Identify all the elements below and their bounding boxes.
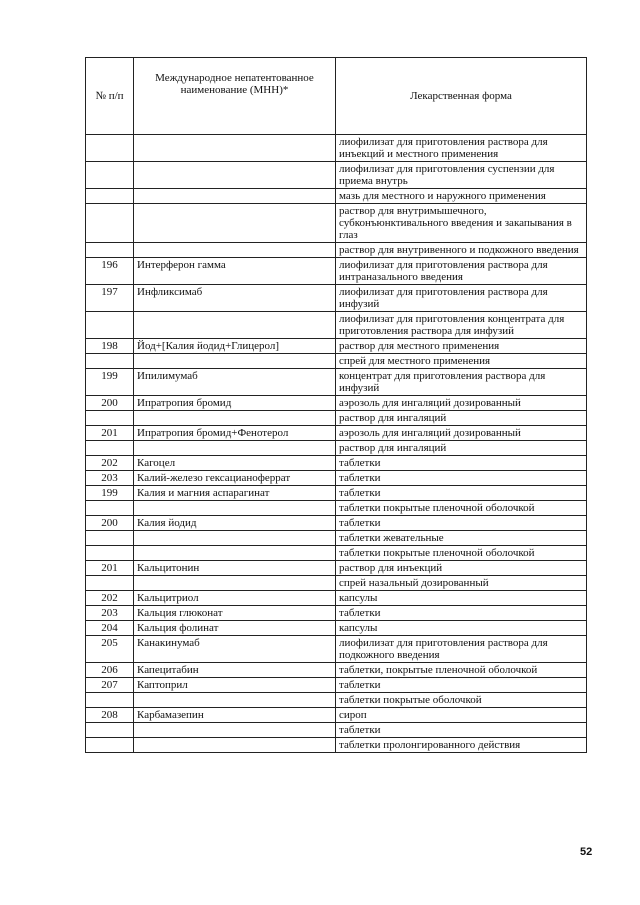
mnn-name [134, 189, 336, 204]
table-row [86, 621, 587, 636]
row-number [86, 693, 134, 708]
mnn-name: Калия и магния аспарагинат [134, 486, 336, 501]
mnn-name: Инфликсимаб [134, 285, 336, 312]
row-number [86, 189, 134, 204]
mnn-name: Кальция глюконат [134, 606, 336, 621]
dosage-form: таблетки покрытые пленочной оболочкой [336, 546, 587, 561]
row-number: 199 [86, 369, 134, 396]
row-number [86, 738, 134, 753]
row-number: 206 [86, 663, 134, 678]
table-row [86, 258, 587, 285]
mnn-name [134, 501, 336, 516]
mnn-name: Кальцитонин [134, 561, 336, 576]
dosage-form: лиофилизат для приготовления раствора для инфузий [336, 285, 587, 312]
mnn-name [134, 531, 336, 546]
row-number [86, 723, 134, 738]
row-number: 203 [86, 606, 134, 621]
row-number [86, 411, 134, 426]
table-row [86, 531, 587, 546]
row-number [86, 501, 134, 516]
table-row [86, 285, 587, 312]
dosage-form: раствор для внутримышечного, субконъюнктивального введения и закапывания в глаз [336, 204, 587, 243]
dosage-form: раствор для ингаляций [336, 411, 587, 426]
row-number: 201 [86, 426, 134, 441]
mnn-name: Каптоприл [134, 678, 336, 693]
mnn-name: Канакинумаб [134, 636, 336, 663]
table-row [86, 693, 587, 708]
mnn-name: Кагоцел [134, 456, 336, 471]
table-row [86, 162, 587, 189]
dosage-form: таблетки покрытые оболочкой [336, 693, 587, 708]
table-row [86, 606, 587, 621]
table-row [86, 471, 587, 486]
dosage-form: спрей для местного применения [336, 354, 587, 369]
table-row [86, 678, 587, 693]
row-number: 208 [86, 708, 134, 723]
dosage-form: таблетки, покрытые пленочной оболочкой [336, 663, 587, 678]
mnn-name: Калий-железо гексацианоферрат [134, 471, 336, 486]
table-row [86, 135, 587, 162]
row-number [86, 162, 134, 189]
table-row [86, 204, 587, 243]
table-row [86, 723, 587, 738]
table-row [86, 738, 587, 753]
row-number: 200 [86, 396, 134, 411]
dosage-form: раствор для ингаляций [336, 441, 587, 456]
mnn-name: Карбамазепин [134, 708, 336, 723]
dosage-form: таблетки жевательные [336, 531, 587, 546]
mnn-name [134, 693, 336, 708]
row-number: 199 [86, 486, 134, 501]
table-row [86, 708, 587, 723]
dosage-form: таблетки покрытые пленочной оболочкой [336, 501, 587, 516]
table-row [86, 354, 587, 369]
table-row [86, 426, 587, 441]
mnn-name: Ипратропия бромид [134, 396, 336, 411]
row-number: 202 [86, 591, 134, 606]
dosage-form: спрей назальный дозированный [336, 576, 587, 591]
table-row [86, 456, 587, 471]
table-row [86, 396, 587, 411]
mnn-name [134, 204, 336, 243]
table-row [86, 561, 587, 576]
table-row [86, 663, 587, 678]
row-number [86, 546, 134, 561]
row-number [86, 204, 134, 243]
row-number: 196 [86, 258, 134, 285]
mnn-name [134, 411, 336, 426]
mnn-name: Кальция фолинат [134, 621, 336, 636]
row-number: 198 [86, 339, 134, 354]
dosage-form: мазь для местного и наружного применения [336, 189, 587, 204]
mnn-name: Калия йодид [134, 516, 336, 531]
mnn-name [134, 441, 336, 456]
dosage-form: лиофилизат для приготовления раствора для инъекций и местного применения [336, 135, 587, 162]
mnn-name [134, 546, 336, 561]
mnn-name [134, 135, 336, 162]
dosage-form: сироп [336, 708, 587, 723]
dosage-form: капсулы [336, 591, 587, 606]
row-number: 203 [86, 471, 134, 486]
row-number: 201 [86, 561, 134, 576]
mnn-name: Ипратропия бромид+Фенотерол [134, 426, 336, 441]
row-number [86, 441, 134, 456]
row-number: 207 [86, 678, 134, 693]
header-num: № п/п [86, 58, 134, 135]
table-row [86, 516, 587, 531]
table-row [86, 243, 587, 258]
mnn-name [134, 162, 336, 189]
dosage-form: капсулы [336, 621, 587, 636]
row-number [86, 243, 134, 258]
table-row [86, 591, 587, 606]
table-row [86, 411, 587, 426]
header-form: Лекарственная форма [336, 58, 587, 135]
mnn-name: Кальцитриол [134, 591, 336, 606]
dosage-form: таблетки [336, 678, 587, 693]
row-number: 197 [86, 285, 134, 312]
dosage-form: таблетки [336, 471, 587, 486]
table-row [86, 576, 587, 591]
dosage-form: таблетки пролонгированного действия [336, 738, 587, 753]
table-row [86, 312, 587, 339]
table-row [86, 441, 587, 456]
dosage-form: аэрозоль для ингаляций дозированный [336, 396, 587, 411]
mnn-name: Йод+[Калия йодид+Глицерол] [134, 339, 336, 354]
table-header-row [86, 58, 587, 135]
table-row [86, 546, 587, 561]
page-number: 52 [580, 846, 593, 858]
mnn-name [134, 354, 336, 369]
row-number [86, 312, 134, 339]
dosage-form: таблетки [336, 723, 587, 738]
dosage-form: раствор для внутривенного и подкожного введения [336, 243, 587, 258]
row-number [86, 135, 134, 162]
table-row [86, 501, 587, 516]
drug-table [85, 57, 587, 753]
dosage-form: таблетки [336, 606, 587, 621]
dosage-form: лиофилизат для приготовления раствора для подкожного введения [336, 636, 587, 663]
row-number [86, 576, 134, 591]
row-number [86, 354, 134, 369]
row-number: 200 [86, 516, 134, 531]
table-row [86, 189, 587, 204]
dosage-form: лиофилизат для приготовления раствора для интраназального введения [336, 258, 587, 285]
mnn-name [134, 576, 336, 591]
dosage-form: лиофилизат для приготовления суспензии для приема внутрь [336, 162, 587, 189]
mnn-name: Капецитабин [134, 663, 336, 678]
table-row [86, 339, 587, 354]
dosage-form: раствор для местного применения [336, 339, 587, 354]
dosage-form: таблетки [336, 456, 587, 471]
header-mnn: Международное непатентованное наименование (МНН)* [134, 58, 336, 135]
dosage-form: лиофилизат для приготовления концентрата для приготовления раствора для инфузий [336, 312, 587, 339]
mnn-name [134, 312, 336, 339]
row-number [86, 531, 134, 546]
row-number: 202 [86, 456, 134, 471]
mnn-name [134, 738, 336, 753]
dosage-form: таблетки [336, 516, 587, 531]
mnn-name [134, 243, 336, 258]
mnn-name [134, 723, 336, 738]
mnn-name: Интерферон гамма [134, 258, 336, 285]
row-number: 204 [86, 621, 134, 636]
table-row [86, 636, 587, 663]
dosage-form: раствор для инъекций [336, 561, 587, 576]
table-row [86, 369, 587, 396]
dosage-form: аэрозоль для ингаляций дозированный [336, 426, 587, 441]
table-row [86, 486, 587, 501]
mnn-name: Ипилимумаб [134, 369, 336, 396]
row-number: 205 [86, 636, 134, 663]
dosage-form: таблетки [336, 486, 587, 501]
dosage-form: концентрат для приготовления раствора для инфузий [336, 369, 587, 396]
